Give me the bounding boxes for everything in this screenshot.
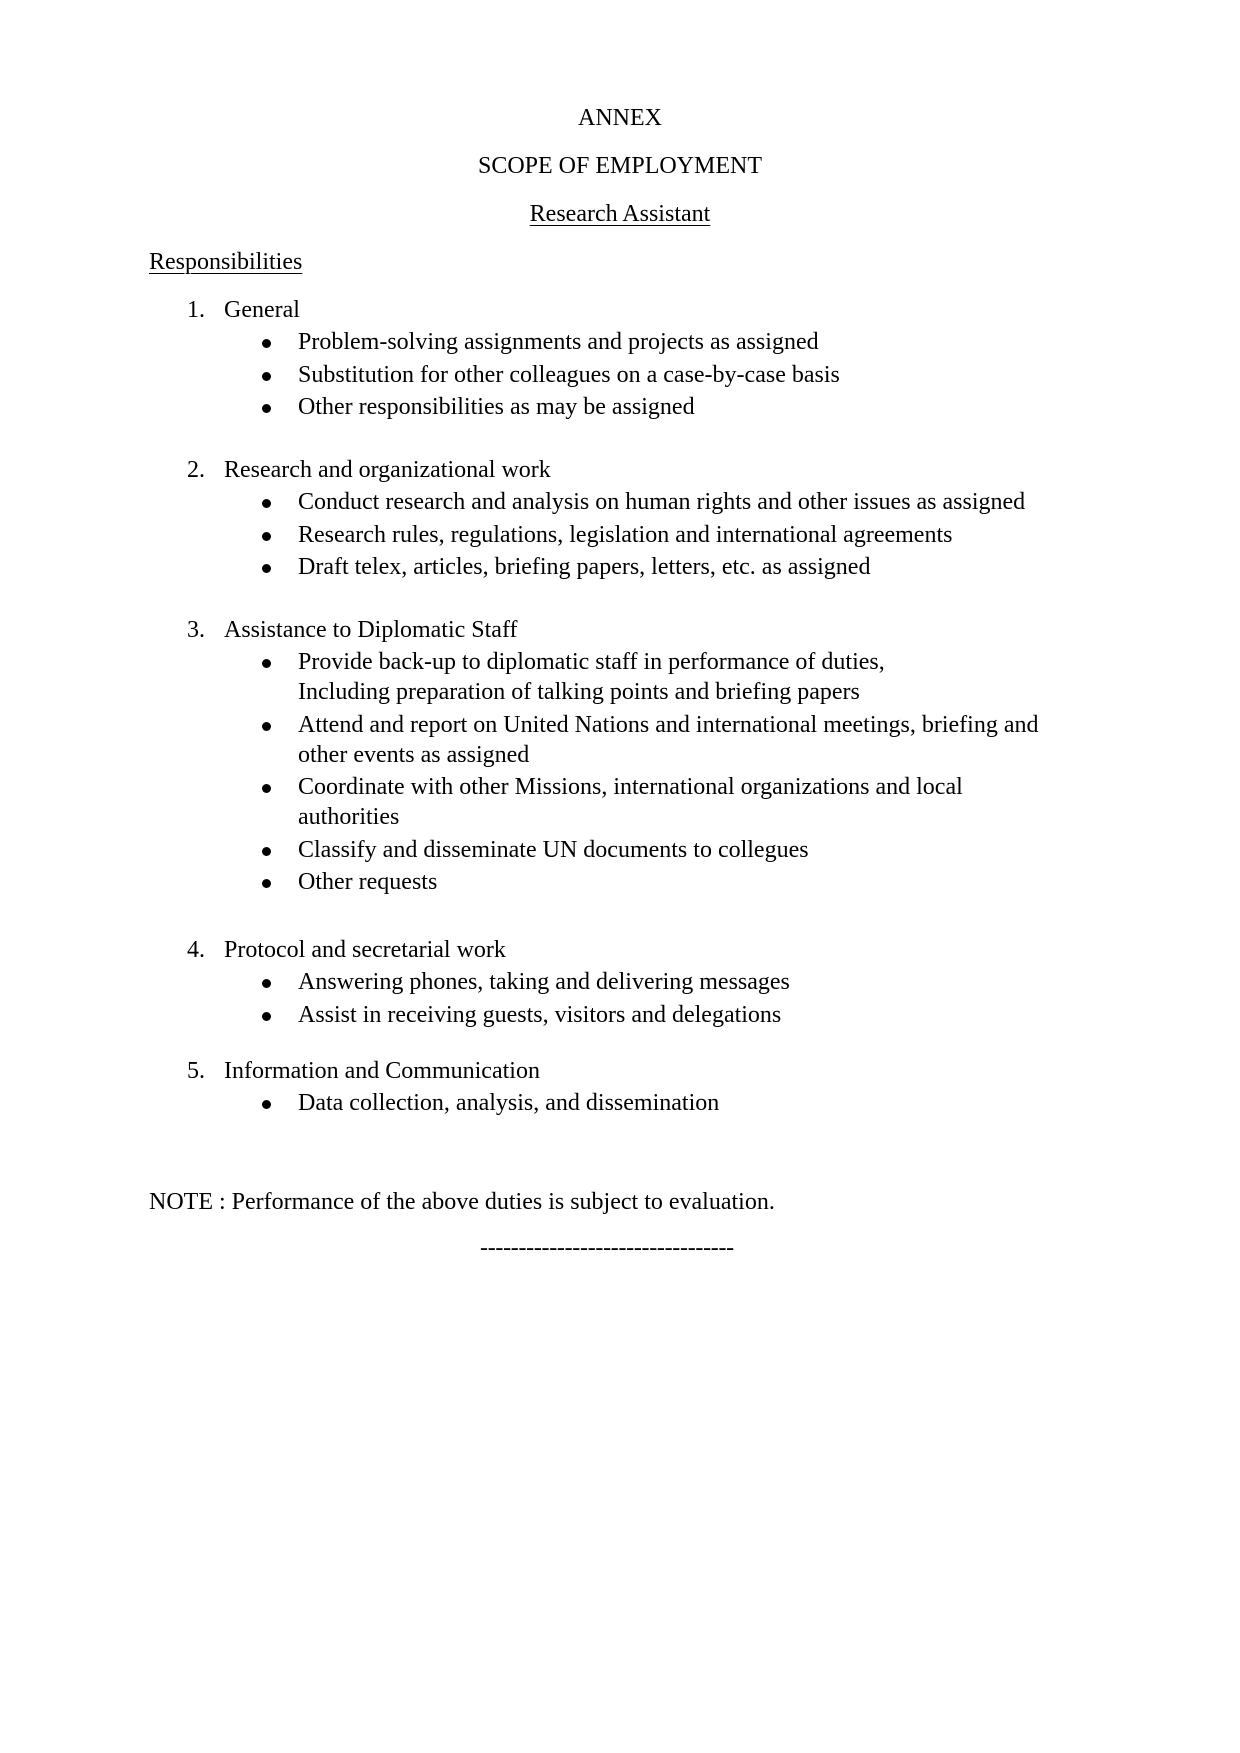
bullet-icon: [262, 499, 271, 508]
position-title: [0, 198, 1240, 230]
bullet-item-text: other events as assigned: [298, 741, 530, 768]
bullet-icon: [262, 564, 271, 573]
bullet-icon: [262, 372, 271, 381]
bullet-item-text: Substitution for other colleagues on a case-by-case basis: [298, 361, 840, 388]
bullet-item-text: Data collection, analysis, and dissemination: [298, 1090, 720, 1116]
end-separator: ---------------------------------: [480, 1235, 734, 1261]
document-title: [0, 150, 1240, 182]
bullet-item-text: Problem-solving assignments and projects as assigned: [298, 329, 819, 355]
bullet-icon: [262, 1100, 271, 1109]
scope-title: SCOPE OF EMPLOYMENT: [477, 153, 763, 179]
bullet-item-text: Provide back-up to diplomatic staff in performance of duties,: [298, 649, 885, 675]
bullet-item-text: Coordinate with other Missions, international organizations and local: [298, 774, 963, 800]
responsibilities-heading: Responsibilities: [149, 249, 303, 275]
bullet-icon: [262, 532, 271, 541]
section-title: Protocol and secretarial work: [224, 937, 506, 963]
section-title: General: [224, 297, 300, 323]
bullet-item-text: Including preparation of talking points and briefing papers: [298, 679, 860, 705]
bullet-icon: [262, 722, 271, 731]
section-number: 5.: [187, 1058, 205, 1084]
bullet-item-text: Research rules, regulations, legislation and international agreements: [298, 521, 953, 548]
section-title: Research and organizational work: [224, 457, 551, 483]
bullet-item-text: Answering phones, taking and delivering messages: [298, 969, 790, 995]
bullet-item-text: Other requests: [298, 869, 438, 895]
section-title: Information and Communication: [224, 1058, 540, 1084]
section-number: 2.: [187, 457, 205, 483]
bullet-item-text: Conduct research and analysis on human rights and other issues as assigned: [298, 489, 1026, 515]
bullet-icon: [262, 404, 271, 413]
bullet-icon: [262, 979, 271, 988]
bullet-icon: [262, 659, 271, 668]
section-number: 1.: [187, 297, 205, 323]
evaluation-note: NOTE : Performance of the above duties is subject to evaluation.: [149, 1189, 775, 1215]
bullet-icon: [262, 847, 271, 856]
bullet-icon: [262, 339, 271, 348]
section-number: 4.: [187, 937, 205, 963]
annex-heading: ANNEX: [578, 105, 662, 131]
bullet-item-text: authorities: [298, 804, 400, 830]
bullet-icon: [262, 784, 271, 793]
section-number: 3.: [187, 617, 205, 643]
bullet-item-text: Attend and report on United Nations and international meetings, briefing and: [298, 711, 1039, 738]
section-title: Assistance to Diplomatic Staff: [224, 617, 518, 643]
bullet-item-text: Classify and disseminate UN documents to collegues: [298, 836, 809, 863]
bullet-item-text: Assist in receiving guests, visitors and delegations: [298, 1001, 782, 1028]
bullet-item-text: Draft telex, articles, briefing papers, letters, etc. as assigned: [298, 554, 871, 580]
bullet-icon: [262, 1012, 271, 1021]
bullet-item-text: Other responsibilities as may be assigned: [298, 394, 695, 420]
bullet-icon: [262, 879, 271, 888]
position-title-text: Research Assistant: [529, 201, 711, 227]
